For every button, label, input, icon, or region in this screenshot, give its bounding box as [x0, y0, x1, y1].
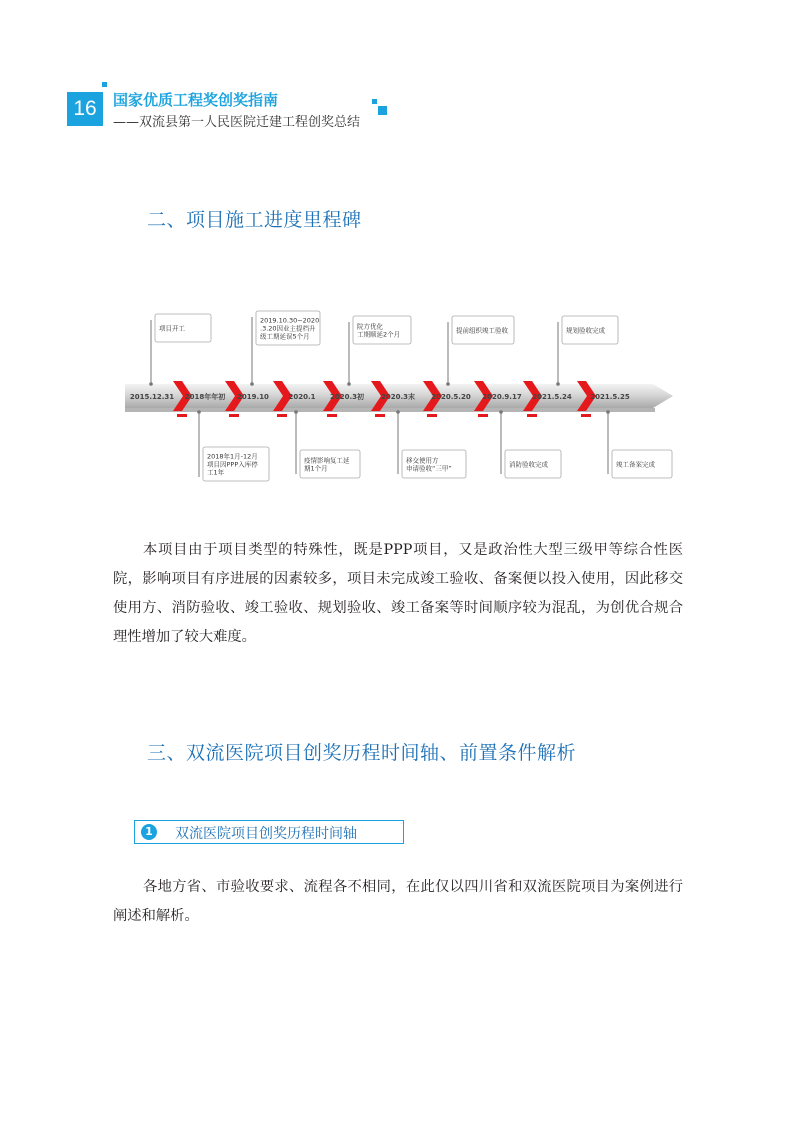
timeline-connector-dot: [294, 410, 298, 414]
timeline-connector-dot: [250, 382, 254, 386]
timeline-chevron-tick: [375, 414, 385, 417]
timeline-chevron-tick: [527, 414, 537, 417]
header-decoration: [102, 82, 107, 87]
page-number: 16: [67, 92, 103, 126]
timeline-note-text: 消防验收完成: [509, 460, 548, 469]
timeline-note-text: 规划验收完成: [566, 326, 605, 335]
timeline-date: 2021.5.25: [590, 393, 630, 401]
timeline-connector-dot: [606, 410, 610, 414]
paragraph-milestone-description: 本项目由于项目类型的特殊性，既是PPP项目，又是政治性大型三级甲等综合性医院，影响项目有序进展的因素较多，项目未完成竣工验收、备案便以投入使用，因此移交使用方、消防验收、竣工验收、规划验收、竣工备案等时间顺序较为混乱，为创优合规合理性增加了较大难度。: [113, 542, 683, 645]
timeline-date: 2020.9.17: [482, 393, 522, 401]
section-title-milestones: 二、项目施工进度里程碑: [147, 209, 362, 231]
timeline-date: 2020.3初: [329, 393, 365, 401]
timeline-note-text: 工期顺延2个月: [357, 330, 401, 339]
timeline-chevron-tick: [427, 414, 437, 417]
timeline-note-text: 项目因PPP入库停: [207, 460, 258, 469]
subsection-label: 双流医院项目创奖历程时间轴: [175, 826, 357, 842]
timeline-date: 2021.5.24: [532, 393, 572, 401]
header-decoration: [372, 99, 377, 104]
timeline-date: 2018年年初: [184, 393, 226, 401]
section-title-award-timeline: 三、双流医院项目创奖历程时间轴、前置条件解析: [147, 742, 577, 764]
timeline-note-text: 项目开工: [159, 324, 185, 333]
timeline-note-text: 工1年: [207, 468, 225, 477]
timeline-date: 2020.5.20: [431, 393, 471, 401]
timeline-chevron-tick: [327, 414, 337, 417]
timeline-connector-dot: [347, 382, 351, 386]
paragraph-case-intro: 各地方省、市验收要求、流程各不相同，在此仅以四川省和双流医院项目为案例进行阐述和解析。: [113, 879, 683, 924]
timeline-note-text: 竣工备案完成: [616, 460, 655, 469]
timeline-note-text: 移交使用方: [406, 456, 439, 465]
subsection-number-badge: 1: [141, 824, 157, 840]
timeline-note-text: 申请验收“三甲”: [406, 464, 452, 473]
timeline-note-text: 疫情影响复工延: [304, 456, 350, 465]
timeline-chevron-tick: [277, 414, 287, 417]
timeline-note-text: 提前组织竣工验收: [456, 326, 508, 335]
timeline-band-shadow: [125, 408, 655, 412]
timeline-chevron-tick: [581, 414, 591, 417]
timeline-note-text: .3.20因业主提档升: [260, 324, 316, 333]
timeline-connector-dot: [499, 410, 503, 414]
timeline-date: 2020.3末: [380, 393, 416, 401]
header-decoration: [378, 106, 387, 115]
timeline-connector-dot: [149, 382, 153, 386]
timeline-note-text: 期1个月: [304, 464, 328, 473]
timeline-note-text: 院方优化: [357, 322, 383, 331]
timeline-note-text: 2018年1月-12月: [207, 452, 258, 461]
timeline-date: 2015.12.31: [129, 393, 175, 401]
timeline-connector-dot: [396, 410, 400, 414]
header-title: 国家优质工程奖创奖指南: [113, 91, 279, 109]
timeline-connector-dot: [556, 382, 560, 386]
timeline-note-text: 级工期延误5个月: [260, 332, 310, 341]
timeline-connector-dot: [446, 382, 450, 386]
subsection-heading: [134, 820, 404, 844]
milestone-timeline: [125, 300, 677, 490]
timeline-connector-dot: [197, 410, 201, 414]
timeline-chevron-tick: [177, 414, 187, 417]
timeline-date: 2019.10: [237, 393, 269, 401]
timeline-chevron-tick: [229, 414, 239, 417]
timeline-chevron-tick: [478, 414, 488, 417]
timeline-date: 2020.1: [288, 393, 316, 401]
timeline-graphic: [125, 300, 677, 490]
header-subtitle: ——双流县第一人民医院迁建工程创奖总结: [113, 115, 361, 130]
timeline-note-text: 2019.10.30~2020: [260, 316, 320, 325]
